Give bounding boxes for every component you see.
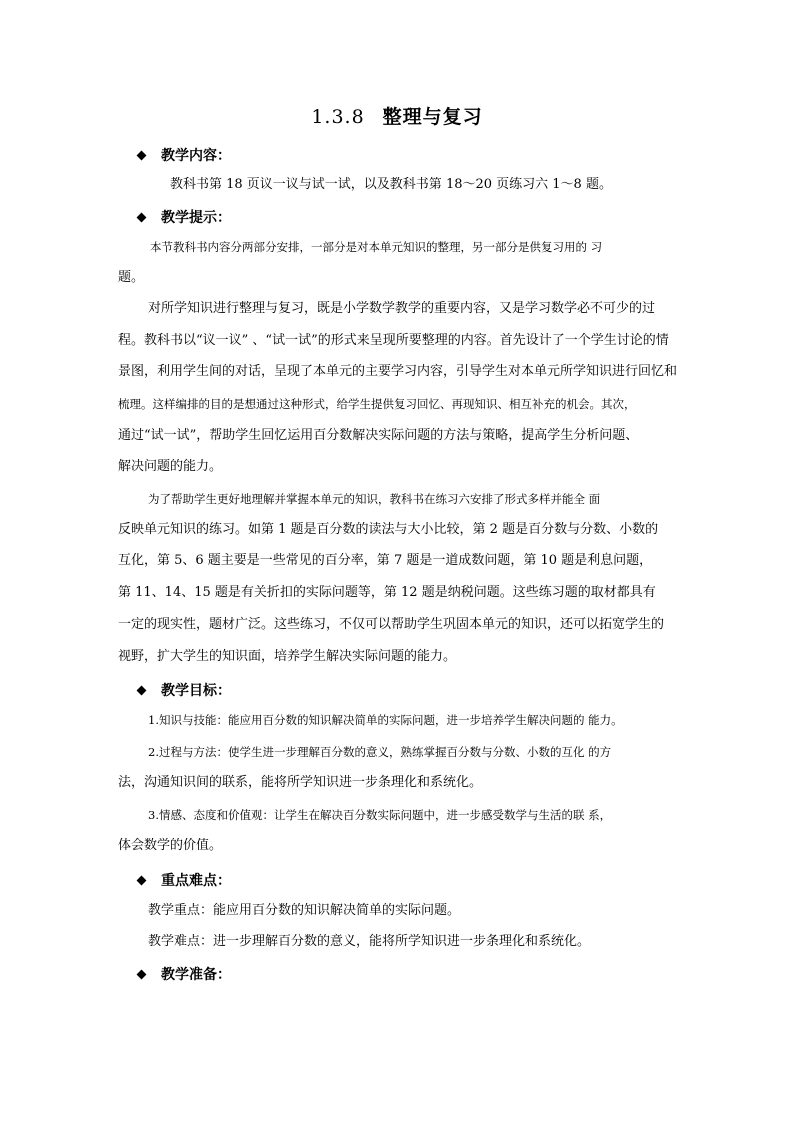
goal-line: 法，沟通知识间的联系，能将所学知识进一步条理化和系统化。 — [118, 775, 483, 790]
paragraph-line: 题。 — [118, 270, 145, 285]
goal-line: 体会数学的价值。 — [118, 838, 223, 853]
heading-label: 教学内容： — [161, 148, 231, 164]
paragraph-line: 为了帮助学生更好地理解并掌握本单元的知识，教科书在练习六安排了形式多样并能全 面 — [148, 492, 601, 506]
key-point-line: 教学重点：能应用百分数的知识解决简单的实际问题。 — [148, 903, 461, 918]
paragraph-line: 视野，扩大学生的知识面，培养学生解决实际问题的能力。 — [118, 649, 457, 664]
paragraph-line: 解决问题的能力。 — [118, 459, 223, 474]
diamond-bullet-icon — [137, 875, 147, 885]
paragraph-line: 第 11、14、15 题是有关折扣的实际问题等，第 12 题是纳税问题。这些练习题的取材都具有 — [118, 585, 656, 600]
diamond-bullet-icon — [137, 685, 147, 695]
goal-line: 2.过程与方法：使学生进一步理解百分数的意义，熟练掌握百分数与分数、小数的互化 的方 — [148, 745, 612, 759]
content-text: 教科书第 18 页议一议与试一试，以及教科书第 18～20 页练习六 1～8 题。 — [170, 177, 612, 192]
page-title — [0, 102, 794, 129]
paragraph-line: 一定的现实性，题材广泛。这些练习，不仅可以帮助学生巩固本单元的知识，还可以拓宽学生的 — [118, 617, 665, 632]
paragraph-line: 对所学知识进行整理与复习，既是小学数学教学的重要内容，又是学习数学必不可少的过 — [148, 301, 656, 316]
paragraph-line: 通过“试一试”，帮助学生回忆运用百分数解决实际问题的方法与策略，提高学生分析问题、 — [118, 428, 639, 443]
diamond-bullet-icon — [137, 212, 147, 222]
section-number: 1.3.8 — [311, 106, 365, 128]
diamond-bullet-icon — [137, 969, 147, 979]
paragraph-line: 景图，利用学生间的对话，呈现了本单元的主要学习内容，引导学生对本单元所学知识进行回忆和 — [118, 364, 678, 379]
heading-teaching-goals — [138, 680, 231, 700]
heading-label: 教学准备： — [161, 967, 231, 983]
heading-teaching-content — [138, 145, 231, 165]
goal-line: 1.知识与技能：能应用百分数的知识解决简单的实际问题，进一步培养学生解决问题的 能力。 — [148, 713, 623, 727]
paragraph-line: 互化，第 5、6 题主要是一些常见的百分率，第 7 题是一道成数问题，第 10 题是利息问题， — [118, 553, 653, 568]
heading-key-points — [138, 870, 231, 890]
paragraph-line: 反映单元知识的练习。如第 1 题是百分数的读法与大小比较，第 2 题是百分数与分数、小数的 — [118, 522, 659, 537]
heading-label: 教学目标： — [161, 683, 231, 699]
paragraph-line: 本节教科书内容分两部分安排，一部分是对本单元知识的整理，另一部分是供复习用的 习 — [150, 240, 603, 254]
diamond-bullet-icon — [137, 150, 147, 160]
heading-teaching-hints — [138, 207, 231, 227]
heading-teaching-prep — [138, 964, 231, 984]
heading-label: 重点难点： — [161, 873, 231, 889]
heading-label: 教学提示： — [161, 210, 231, 226]
paragraph-line: 梳理。这样编排的目的是想通过这种形式，给学生提供复习回忆、再现知识、相互补充的机会。其次， — [118, 397, 636, 411]
paragraph-line: 程。教科书以“议一议” 、“试一试”的形式来呈现所要整理的内容。首先设计了一个学生讨论的情 — [118, 333, 669, 348]
goal-line: 3.情感、态度和价值观：让学生在解决百分数实际问题中，进一步感受数学与生活的联 系， — [148, 808, 612, 822]
title-text: 整理与复习 — [382, 106, 483, 128]
key-point-line: 教学难点：进一步理解百分数的意义，能将所学知识进一步条理化和系统化。 — [148, 934, 591, 949]
